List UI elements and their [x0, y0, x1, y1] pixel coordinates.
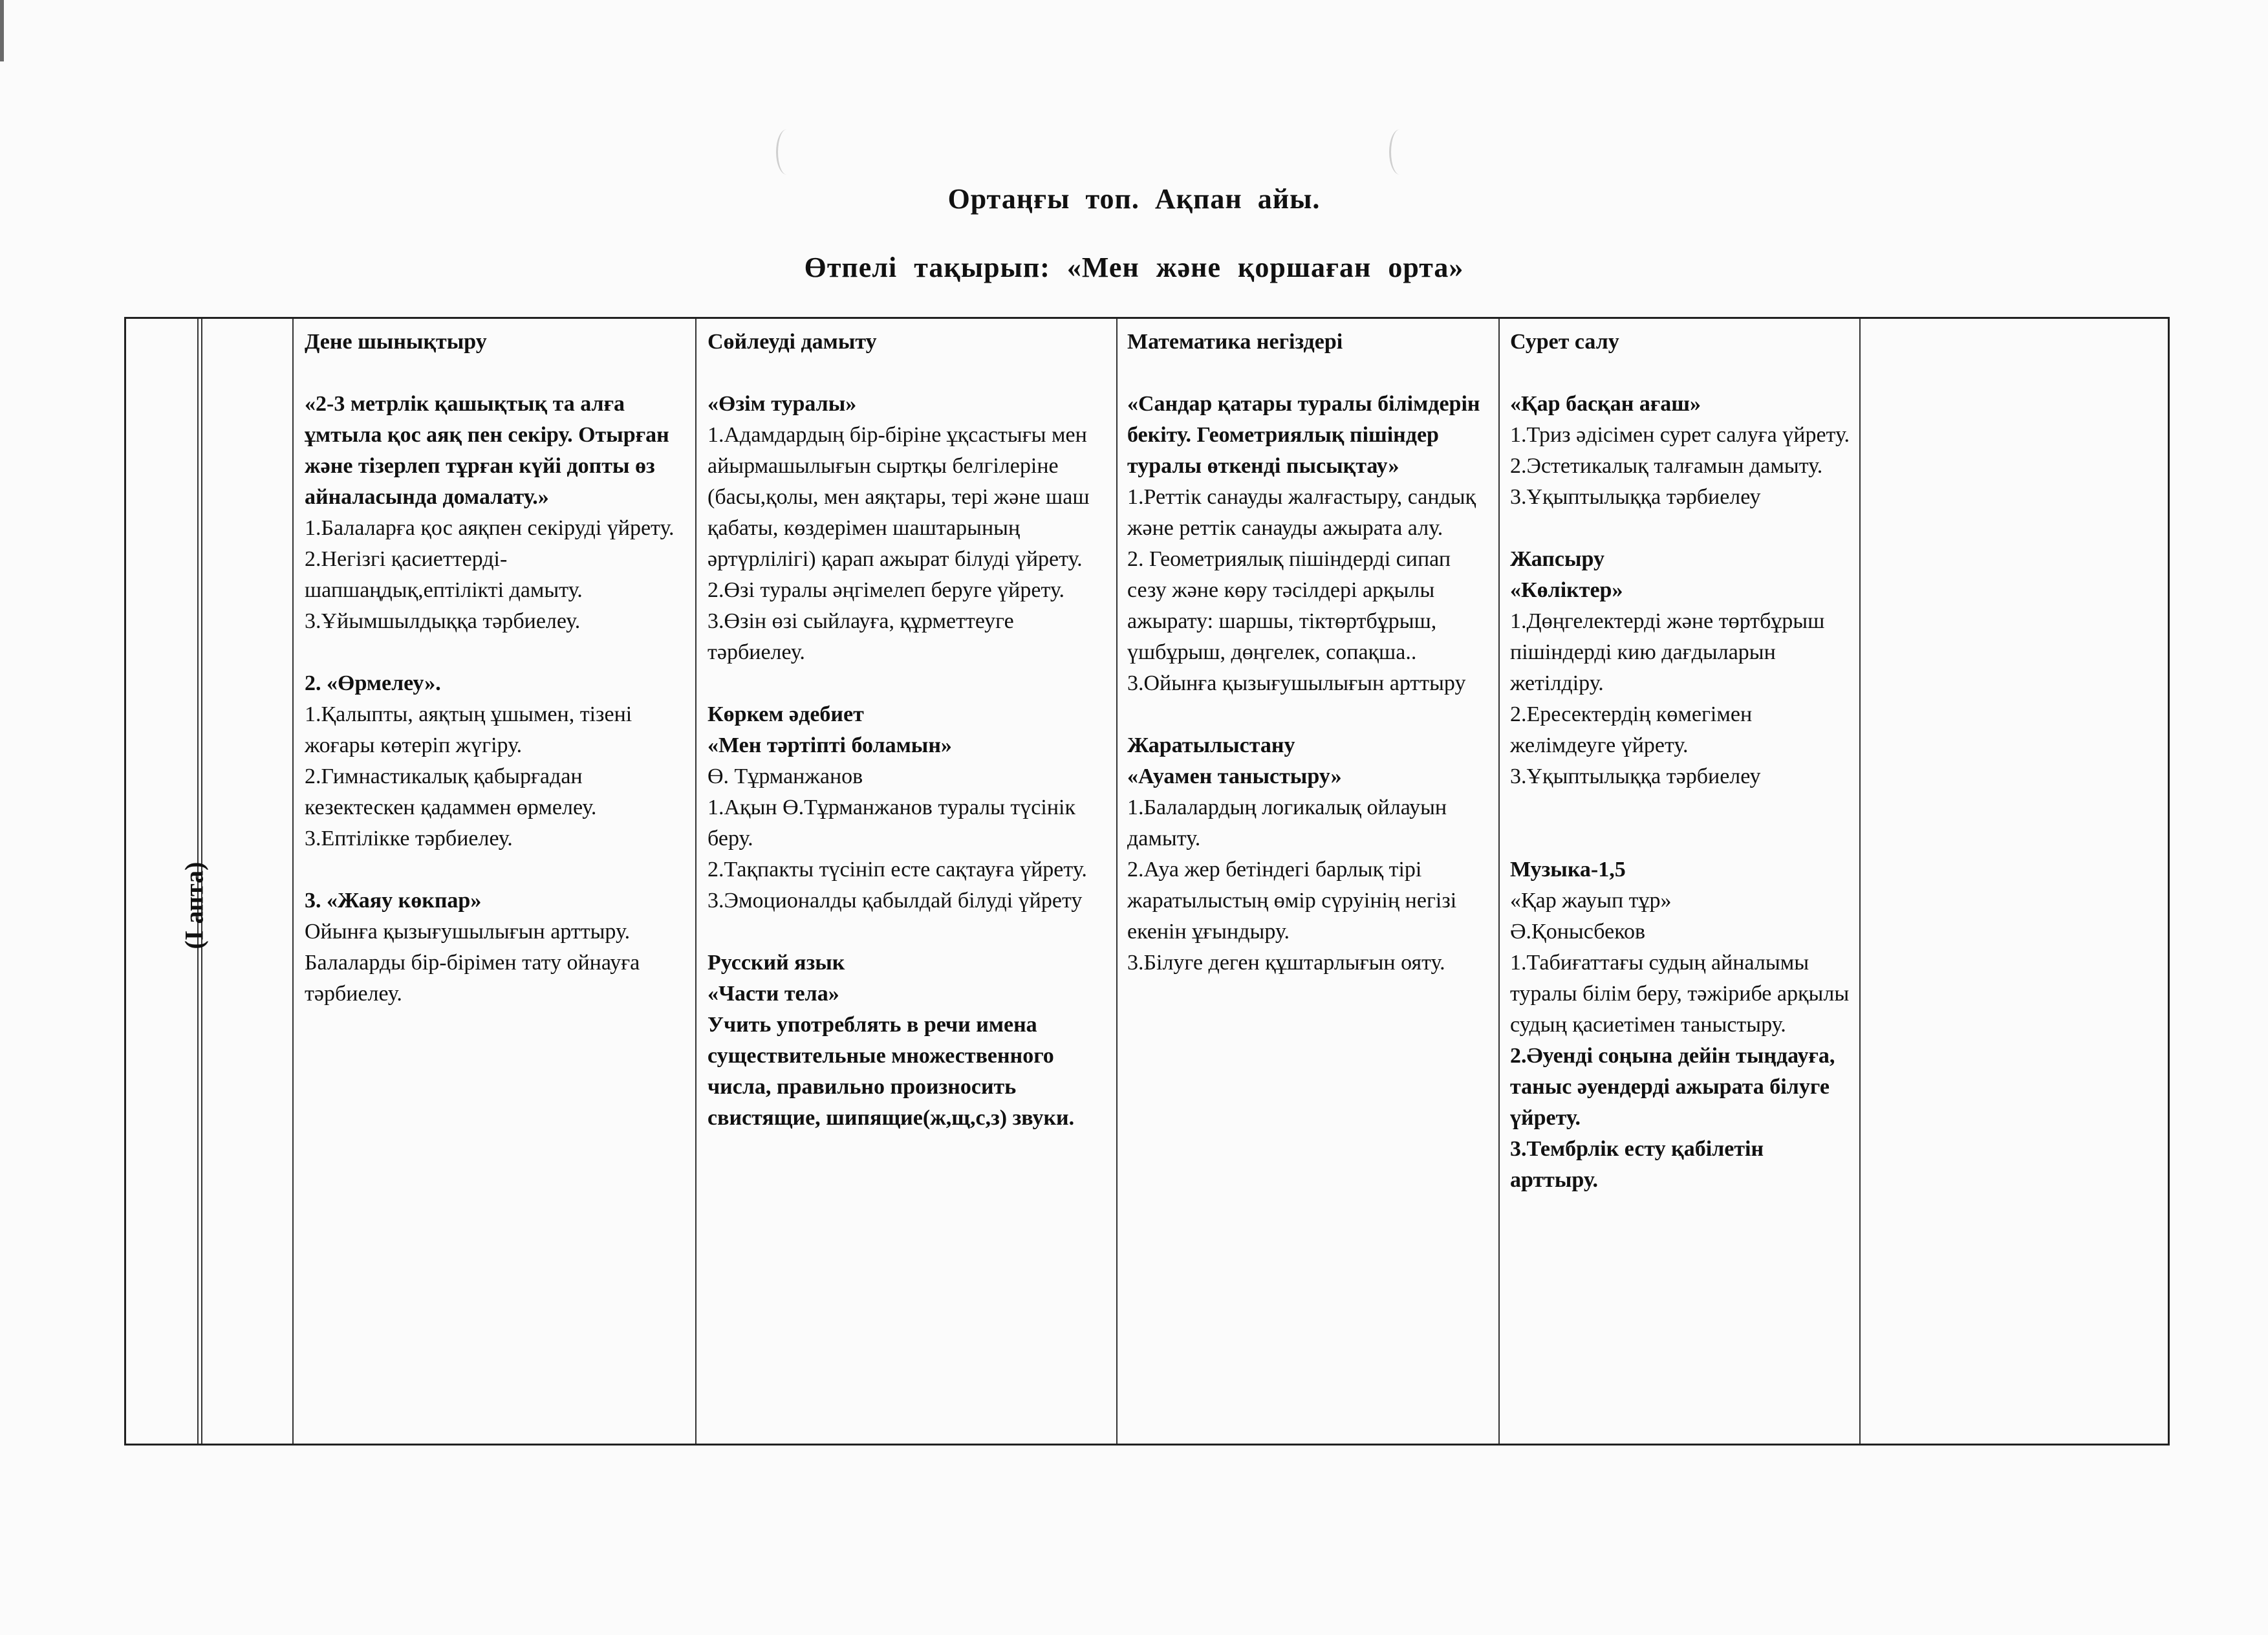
cell-paragraph: [1127, 358, 1489, 389]
cell-paragraph: 2.Өзі туралы әңгімелеп беруге үйрету.: [707, 578, 1064, 602]
column-divider: [695, 319, 697, 1444]
cell-paragraph: 3.Ептілікке тәрбиелеу.: [305, 827, 513, 850]
cell-paragraph: 1.Ақын Ө.Тұрманжанов туралы түсінік беру.: [707, 796, 1075, 850]
week-label: (I апта): [179, 861, 209, 949]
cell-paragraph: Ө. Тұрманжанов: [707, 764, 863, 788]
cell-paragraph: [305, 637, 683, 668]
cell-paragraph: 2. «Өрмелеу».: [305, 671, 441, 695]
cell-paragraph: 1.Адамдардың бір-біріне ұқсастығы мен айырмашылығын сыртқы белгілеріне (басы,қолы, мен аяқтары, тері және шаш қабаты, көздерімен шаштарының әртүрлілігі) қарап ажырат білуді үйрету.: [707, 423, 1090, 571]
cell-paragraph: «2-3 метрлік қашықтық та алға ұмтыла қос аяқ пен секіру. Отырған және тізерлеп тұрған күйі допты өз айналасында домалату.»: [305, 392, 669, 509]
cell-paragraph: [1510, 792, 1853, 823]
column-divider: [1859, 319, 1861, 1444]
cell-paragraph: «Көліктер»: [1510, 578, 1623, 602]
cell-paragraph: [1510, 823, 1853, 854]
cell-paragraph: 2.Эстетикалық талғамын дамыту.: [1510, 454, 1823, 478]
cell-paragraph: Жапсыру: [1510, 547, 1605, 571]
cell-paragraph: [707, 916, 1105, 947]
cell-paragraph: Музыка-1,5: [1510, 858, 1626, 882]
page-subtitle: Өтпелі тақырып: «Мен және қоршаған орта»: [804, 252, 1464, 283]
cell-paragraph: Сурет салу: [1510, 330, 1619, 354]
cell-physical-education: [305, 327, 683, 1010]
cell-paragraph: 1.Дөңгелектерді және төртбұрыш пішіндерді кию дағдыларын жетілдіру.: [1510, 609, 1825, 695]
column-divider: [292, 319, 294, 1444]
cell-paragraph: «Ауамен таныстыру»: [1127, 764, 1342, 788]
cell-paragraph: Көркем әдебиет: [707, 702, 864, 726]
page-edge-shadow: [0, 0, 4, 61]
cell-paragraph: 3.Білуге деген құштарлығын ояту.: [1127, 951, 1445, 975]
cell-paragraph: Ә.Қонысбеков: [1510, 920, 1646, 944]
cell-paragraph: «Части тела»: [707, 982, 839, 1006]
cell-paragraph: 3. «Жаяу көкпар»: [305, 889, 482, 913]
cell-mathematics: [1127, 327, 1489, 979]
cell-paragraph: «Қар басқан ағаш»: [1510, 392, 1701, 416]
cell-paragraph: 1.Реттік санауды жалғастыру, сандық және реттік санауды ажырата алу.: [1127, 485, 1476, 540]
cell-paragraph: 1.Балалардың логикалық ойлауын дамыту.: [1127, 796, 1447, 850]
cell-paragraph: [305, 854, 683, 885]
column-divider: [1498, 319, 1500, 1444]
cell-paragraph: [1127, 699, 1489, 730]
cell-paragraph: 1.Табиғаттағы судың айналымы туралы білім беру, тәжірибе арқылы судың қасиетімен таныстыру.: [1510, 951, 1850, 1037]
cell-paragraph: «Сандар қатары туралы білімдерін бекіту. Геометриялық пішіндер туралы өткенді пысықтау»: [1127, 392, 1480, 478]
cell-speech-development: [707, 327, 1105, 1134]
cell-paragraph: 2. Геометриялық пішіндерді сипап сезу және көру тәсілдері арқылы ажырату: шаршы, тіктөртбұрыш, үшбұрыш, дөңгелек, сопақша.. 3.Ойынға қызығушылығын арттыру: [1127, 547, 1466, 695]
cell-paragraph: «Қар жауып тұр»: [1510, 889, 1672, 913]
cell-paragraph: 2.Негізгі қасиеттерді-шапшаңдық,ептілікті дамыту.: [305, 547, 583, 602]
cell-paragraph: 3.Ұқыптылыққа тәрбиелеу: [1510, 764, 1761, 788]
cell-paragraph: [707, 358, 1105, 389]
cell-paragraph: Жаратылыстану: [1127, 733, 1295, 757]
cell-paragraph: Русский язык: [707, 951, 845, 975]
cell-paragraph: Сөйлеуді дамыту: [707, 330, 877, 354]
cell-paragraph: 2.Әуенді соңына дейін тыңдауға, таныс әуендерді ажырата білуге үйрету.: [1510, 1044, 1835, 1130]
cell-paragraph: «Мен тәртіпті боламын»: [707, 733, 952, 757]
cell-paragraph: 3.Өзін өзі сыйлауға, құрметтеуге тәрбиелеу.: [707, 609, 1014, 664]
cell-paragraph: Ойынға қызығушылығын арттыру. Балаларды бір-бірімен тату ойнауға тәрбиелеу.: [305, 920, 640, 1006]
cell-paragraph: 3.Эмоционалды қабылдай білуді үйрету: [707, 889, 1083, 913]
cell-paragraph: 2.Ересектердің көмегімен желімдеуге үйрету.: [1510, 702, 1753, 757]
punch-hole-mark: [1389, 129, 1410, 175]
cell-paragraph: 2.Ауа жер бетіндегі барлық тірі жаратылыстың өмір сүруінің негізі екенін ұғындыру.: [1127, 858, 1457, 944]
cell-drawing-music: [1510, 327, 1853, 1196]
plan-table: [124, 317, 2170, 1446]
column-divider: [1116, 319, 1118, 1444]
cell-paragraph: 1.Қалыпты, аяқтың ұшымен, тізені жоғары көтеріп жүгіру.: [305, 702, 632, 757]
cell-paragraph: 3.Ұқыптылыққа тәрбиелеу: [1510, 485, 1761, 509]
cell-paragraph: 2.Гимнастикалық қабырғадан кезектескен қадаммен өрмелеу.: [305, 764, 597, 819]
cell-paragraph: [1510, 513, 1853, 544]
cell-paragraph: 3.Тембрлік есту қабілетін арттыру.: [1510, 1137, 1764, 1192]
cell-paragraph: Математика негіздері: [1127, 330, 1343, 354]
cell-paragraph: 3.Ұйымшылдыққа тәрбиелеу.: [305, 609, 581, 633]
cell-paragraph: 1.Балаларға қос аяқпен секіруді үйрету.: [305, 516, 675, 540]
cell-paragraph: 2.Тақпакты түсініп есте сақтауға үйрету.: [707, 858, 1087, 882]
cell-paragraph: [1510, 358, 1853, 389]
cell-paragraph: [305, 358, 683, 389]
cell-paragraph: Учить употреблять в речи имена существительные множественного числа, правильно произносить свистящие, шипящие(ж,щ,с,з) звуки.: [707, 1013, 1075, 1130]
cell-paragraph: [707, 668, 1105, 699]
cell-paragraph: Дене шынықтыру: [305, 330, 487, 354]
cell-paragraph: «Өзім туралы»: [707, 392, 857, 416]
cell-paragraph: 1.Триз әдісімен сурет салуға үйрету.: [1510, 423, 1850, 447]
page-title: Ортаңғы топ. Ақпан айы.: [947, 183, 1321, 215]
punch-hole-mark: [776, 129, 797, 175]
